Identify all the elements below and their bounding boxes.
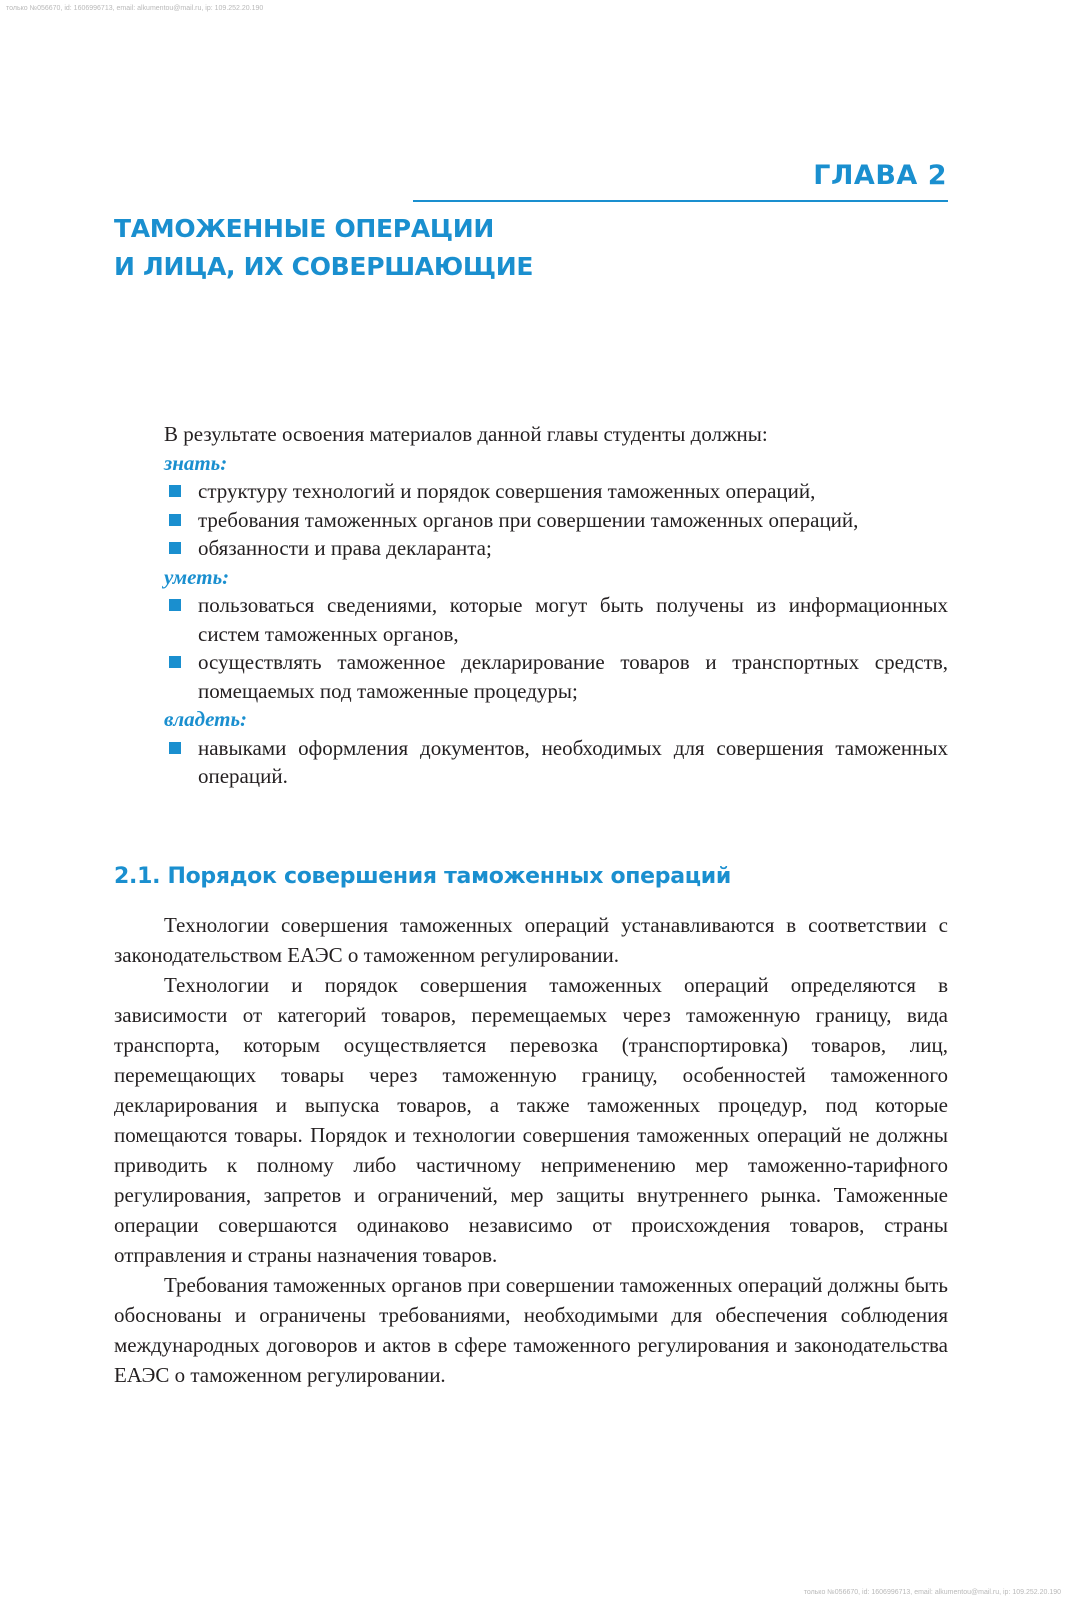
square-bullet-icon	[169, 742, 181, 754]
square-bullet-icon	[169, 599, 181, 611]
chapter-rule	[413, 200, 948, 202]
paragraph: Технологии совершения таможенных операций устанавливаются в соответствии с законодательством ЕАЭС о таможенном регулировании.	[114, 913, 948, 967]
chapter-title	[114, 210, 533, 286]
paragraph: Требования таможенных органов при совершении таможенных операций должны быть обоснованы и ограничены требованиями, необходимыми для обеспечения соблюдения международных договоров и актов в сфере таможенного регулирования и законодательства ЕАЭС о таможенном регулировании.	[114, 1273, 948, 1387]
list-item: осуществлять таможенное декларирование товаров и транспортных средств, помещаемых под таможенные процедуры;	[164, 648, 948, 705]
paragraph: Технологии и порядок совершения таможенных операций определяются в зависимости от категорий товаров, перемещаемых через таможенную границу, вида транспорта, которым осуществляется перевозка (транспортировка) товаров, лиц, перемещающих товары через таможенную границу, особенностей таможенного декларирования и выпуска товаров, а также таможенных процедур, под которые помещаются товары. Порядок и технологии совершения таможенных операций не должны приводить к полному либо частичному неприменению мер таможенно-тарифного регулирования, запретов и ограничений, мер защиты внутреннего рынка. Таможенные операции совершаются одинаково независимо от происхождения товаров, страны отправления и страны назначения товаров.	[114, 973, 948, 1267]
section-body	[114, 910, 948, 1390]
goals-intro: В результате освоения материалов данной главы студенты должны:	[164, 422, 768, 446]
section-title: 2.1. Порядок совершения таможенных операций	[114, 864, 732, 889]
square-bullet-icon	[169, 514, 181, 526]
list-item: пользоваться сведениями, которые могут быть получены из информационных систем таможенных органов,	[164, 591, 948, 648]
list-item: структуру технологий и порядок совершения таможенных операций,	[164, 477, 948, 506]
able-list	[164, 591, 948, 705]
chapter-title-line1: ТАМОЖЕННЫЕ ОПЕРАЦИИ	[114, 214, 495, 243]
master-label: владеть:	[164, 707, 248, 731]
know-label: знать:	[164, 450, 228, 475]
list-item: навыками оформления документов, необходимых для совершения таможенных операций.	[164, 734, 948, 791]
know-list	[164, 477, 948, 563]
square-bullet-icon	[169, 542, 181, 554]
chapter-title-line2: И ЛИЦА, ИХ СОВЕРШАЮЩИЕ	[114, 252, 534, 281]
master-list	[164, 734, 948, 791]
square-bullet-icon	[169, 485, 181, 497]
list-item: требования таможенных органов при совершении таможенных операций,	[164, 506, 948, 535]
learning-goals	[164, 420, 948, 791]
watermark-bottom: только №056670, id: 1606996713, email: alkumentou@mail.ru, ip: 109.252.20.190	[803, 1589, 1061, 1596]
chapter-label: ГЛАВА 2	[813, 160, 947, 191]
watermark-top: только №056670, id: 1606996713, email: alkumentou@mail.ru, ip: 109.252.20.190	[6, 5, 264, 12]
list-item: обязанности и права декларанта;	[164, 534, 948, 563]
able-label: уметь:	[164, 564, 230, 589]
square-bullet-icon	[169, 656, 181, 668]
